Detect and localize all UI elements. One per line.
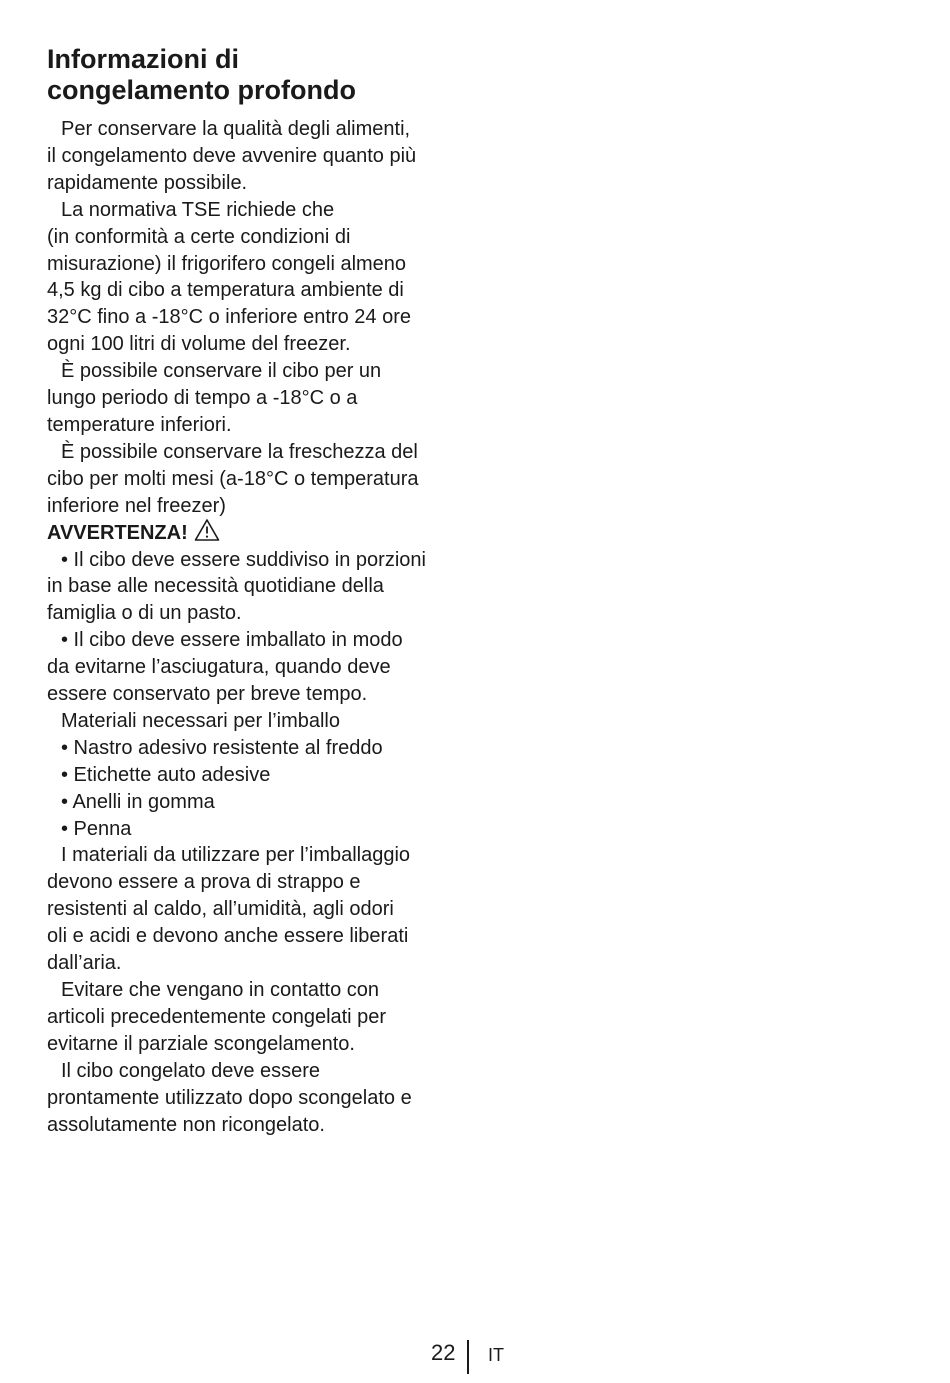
warning-label: AVVERTENZA!: [47, 521, 188, 544]
text-line: • Il cibo deve essere suddiviso in porzioni: [61, 548, 426, 571]
footer-divider: [467, 1340, 469, 1374]
text-line: • Penna: [61, 817, 132, 840]
text-line: oli e acidi e devono anche essere liberati: [47, 925, 409, 948]
text-line: cibo per molti mesi (a-18°C o temperatura: [47, 467, 419, 490]
body-text: [47, 116, 467, 520]
document-content: [47, 44, 467, 1138]
text-line: Evitare che vengano in contatto con: [61, 979, 379, 1001]
text-line: I materiali da utilizzare per l’imballaggio: [61, 844, 411, 867]
body-text: [47, 547, 467, 1139]
text-line: 4,5 kg di cibo a temperatura ambiente di: [47, 279, 404, 302]
text-line: temperature inferiori.: [47, 413, 232, 436]
text-line: il congelamento deve avvenire quanto più: [47, 144, 417, 167]
warning-heading: [47, 520, 467, 547]
text-line: È possibile conservare il cibo per un: [61, 360, 382, 383]
text-line: misurazione) il frigorifero congeli almeno: [47, 252, 407, 275]
text-line: assolutamente non ricongelato.: [47, 1113, 325, 1136]
page-title-line: congelamento profondo: [47, 75, 356, 105]
text-line: • Anelli in gomma: [61, 790, 215, 813]
text-line: ogni 100 litri di volume del freezer.: [47, 333, 351, 356]
text-line: • Nastro adesivo resistente al freddo: [61, 736, 383, 759]
text-line: dall’aria.: [47, 952, 122, 975]
language-code: IT: [488, 1345, 504, 1365]
page-title-line: Informazioni di: [47, 44, 239, 74]
text-line: Materiali necessari per l’imballo: [61, 709, 340, 732]
text-line: prontamente utilizzato dopo scongelato e: [47, 1086, 412, 1109]
text-line: 32°C fino a -18°C o inferiore entro 24 ore: [47, 306, 411, 329]
text-line: articoli precedentemente congelati per: [47, 1005, 387, 1028]
text-line: (in conformità a certe condizioni di: [47, 225, 351, 248]
page-number: 22: [431, 1340, 456, 1365]
text-line: Il cibo congelato deve essere: [61, 1059, 321, 1082]
text-line: È possibile conservare la freschezza del: [61, 440, 418, 463]
text-line: inferiore nel freezer): [47, 494, 226, 517]
text-line: in base alle necessità quotidiane della: [47, 575, 384, 598]
text-line: Per conservare la qualità degli alimenti,: [61, 118, 411, 140]
text-line: resistenti al caldo, all’umidità, agli odori: [47, 898, 394, 921]
text-line: La normativa TSE richiede che: [61, 198, 335, 221]
page-title: [47, 44, 467, 106]
text-line: lungo periodo di tempo a -18°C o a: [47, 387, 358, 410]
text-line: devono essere a prova di strappo e: [47, 871, 361, 894]
text-line: famiglia o di un pasto.: [47, 602, 242, 625]
text-line: evitarne il parziale scongelamento.: [47, 1032, 355, 1055]
page-footer: [0, 1340, 950, 1380]
warning-triangle-icon: [194, 518, 220, 542]
text-line: • Il cibo deve essere imballato in modo: [61, 629, 403, 652]
text-line: essere conservato per breve tempo.: [47, 683, 368, 706]
text-line: • Etichette auto adesive: [61, 763, 271, 786]
text-line: rapidamente possibile.: [47, 171, 248, 194]
text-line: da evitarne l’asciugatura, quando deve: [47, 656, 391, 679]
